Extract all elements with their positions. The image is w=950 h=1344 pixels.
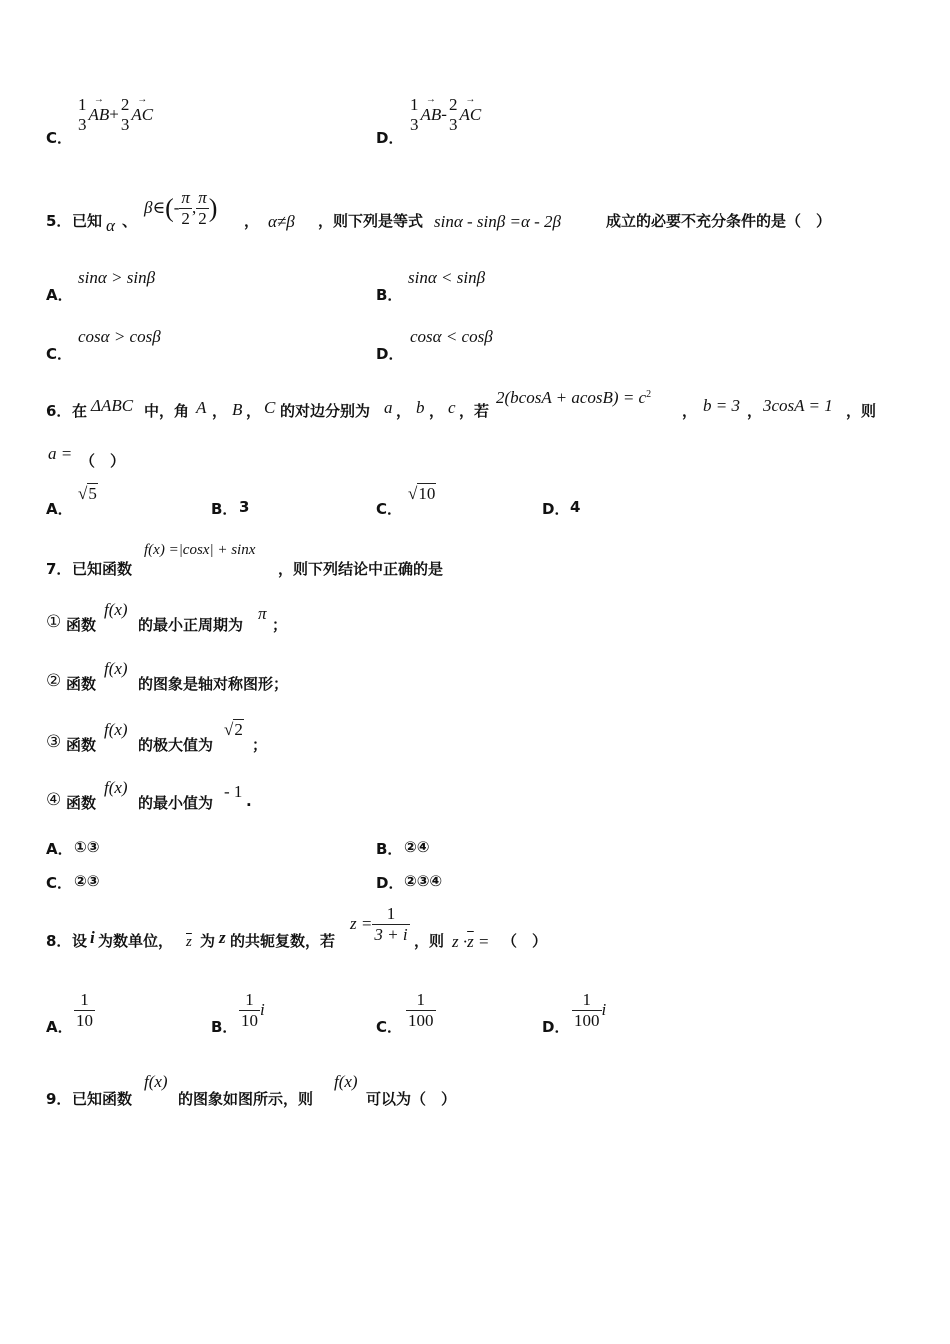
q4-d-vector-ac: → AC [459, 105, 481, 125]
q8-z: z [219, 928, 226, 947]
q7-statement-1-mid: 的最小正周期为 [138, 616, 244, 634]
q5-equation: sinα - sinβ =α - 2β [434, 212, 562, 231]
q5-option-d-label: D． [376, 345, 404, 363]
q6-text-1: 在 [72, 402, 88, 420]
q5-option-c-expr[interactable]: cosα > cosβ [78, 327, 161, 346]
q9-number: 9． [46, 1090, 72, 1108]
q4-option-d-label: D． [376, 129, 404, 147]
q5-option-d-expr[interactable]: cosα < cosβ [410, 327, 493, 346]
q6-side-b: b [416, 398, 425, 417]
q7-statement-4-pre: 函数 [66, 794, 97, 812]
q5-option-b-expr[interactable]: sinα < sinβ [408, 268, 486, 287]
q8-option-d-label: D． [542, 1018, 570, 1036]
q5-sep-1: 、 [122, 212, 138, 230]
q8-text-4: 的共轭复数，若 [230, 932, 336, 950]
q4-d-frac1: 1 3 [410, 95, 419, 134]
q4-option-c-label: C． [46, 129, 73, 147]
q7-statement-4 [46, 778, 910, 814]
q9-text-3: 可以为（ ） [366, 1090, 457, 1108]
q7-statement-4-mid: 的最小值为 [138, 794, 214, 812]
q6-text-2: 中，角 [144, 402, 190, 420]
q9-fx-2: f(x) [334, 1072, 358, 1091]
q5-option-a-label: A． [46, 286, 73, 304]
q7-statement-4-math: - 1 [224, 782, 243, 801]
q6-angle-c: C [264, 398, 276, 417]
q6-text-3: 的对边分别为 [280, 402, 371, 420]
q6-equation-3: 3cosA = 1 [763, 396, 833, 415]
q7-text-2: ，则下列结论中正确的是 [278, 560, 444, 578]
q6-option-d-expr[interactable]: 4 [570, 498, 581, 516]
q6-text-4: ，若 [459, 402, 490, 420]
q6-comma-1: ， [212, 402, 228, 420]
q7-statement-2-pre: 函数 [66, 675, 97, 693]
q7-option-c-label: C． [46, 874, 73, 892]
q8-option-c-expr[interactable]: $\frac{1}{100}$ [408, 990, 434, 1030]
q8-i: i [90, 928, 95, 947]
q7-statement-1-mark: ① [46, 612, 62, 631]
q6-comma-2: ， [246, 402, 262, 420]
q6-ask [46, 444, 910, 472]
q8-stem [46, 904, 910, 954]
q8-option-a-expr[interactable]: $\frac{1}{10}$ [76, 990, 93, 1030]
q4-option-c-expr[interactable]: 1 3 → AB+ 2 3 → AC [76, 95, 153, 135]
q7-statement-3-math: √2 [224, 720, 243, 739]
q7-option-d-label: D． [376, 874, 404, 892]
q6-comma-5: ， [682, 402, 698, 420]
q5-text-1: 已知 [72, 212, 103, 230]
q5-inequality: α≠β [268, 212, 295, 231]
q7-statement-3-pre: 函数 [66, 736, 97, 754]
q6-angle-b: B [232, 400, 243, 419]
q6-option-a-label: A． [46, 500, 73, 518]
q7-statement-3 [46, 718, 910, 756]
q6-comma-6: ， [747, 402, 763, 420]
q5-interval: β∈(- $\frac{\pi}{2}$ , $\frac{\pi}{2}$ ) [144, 188, 218, 228]
q8-text-5: ，则 [414, 932, 445, 950]
q7-option-d-value[interactable]: ②③④ [404, 872, 443, 890]
q6-option-b-label: B． [211, 500, 238, 518]
q7-statement-3-fx: f(x) [104, 720, 128, 739]
q4-c-frac2: 2 3 [120, 95, 130, 134]
q8-option-b-expr[interactable]: $\frac{1}{10}$ i [241, 990, 265, 1030]
q7-statement-1 [46, 600, 910, 636]
q7-statement-1-fx: f(x) [104, 600, 128, 619]
q8-number: 8． [46, 932, 72, 950]
q4-options-row-1 [46, 95, 910, 155]
q5-text-3: 成立的必要不充分条件的是（ ） [606, 212, 832, 230]
q7-statement-3-mid: 的极大值为 [138, 736, 214, 754]
q7-statement-3-mark: ③ [46, 732, 62, 751]
q9-text-2: 的图象如图所示，则 [178, 1090, 314, 1108]
q6-comma-3: ， [396, 402, 412, 420]
q7-stem [46, 542, 910, 578]
q6-option-d-label: D． [542, 500, 570, 518]
q7-text-1: 已知函数 [72, 560, 133, 578]
q4-option-d-expr[interactable]: 1 3 → AB- 2 3 → AC [408, 95, 481, 135]
q6-text-5: ，则 [846, 402, 877, 420]
q6-side-c: c [448, 398, 456, 417]
q7-option-b-label: B． [376, 840, 403, 858]
q4-c-frac1: 1 3 [78, 95, 87, 134]
q5-options-row-2 [46, 327, 910, 363]
q5-sep-2: ， [244, 212, 260, 230]
q4-c-vector-ac: → AC [131, 105, 153, 125]
q6-option-a-expr[interactable]: √5 [78, 484, 97, 503]
q6-equation-2: b = 3 [703, 396, 740, 415]
q4-d-frac2: 2 3 [448, 95, 458, 134]
q9-stem [46, 1072, 910, 1108]
q6-ask-paren: （ ） [80, 452, 126, 470]
q8-options-row [46, 990, 910, 1038]
q7-options-row-1 [46, 838, 910, 860]
q8-option-a-label: A． [46, 1018, 73, 1036]
q5-option-c-label: C． [46, 345, 73, 363]
q7-number: 7． [46, 560, 72, 578]
q5-alpha: α [106, 216, 115, 235]
q5-stem [46, 188, 910, 238]
q7-statement-1-math: π [258, 604, 267, 623]
q6-comma-4: ， [429, 402, 445, 420]
q5-option-a-expr[interactable]: sinα > sinβ [78, 268, 156, 287]
q8-text-1: 设 [72, 932, 88, 950]
q8-product: $z \cdot\overline{z}$ = [452, 932, 489, 951]
q7-statement-4-mark: ④ [46, 790, 62, 809]
q7-option-a-value[interactable]: ①③ [74, 838, 100, 856]
q7-statement-4-post: . [246, 792, 252, 810]
q8-zbar: $\overline{z}$ [186, 934, 192, 950]
q8-option-b-label: B． [211, 1018, 238, 1036]
q6-stem [46, 388, 910, 422]
q7-function: f(x) =|cosx| + sinx [144, 542, 256, 558]
q6-options-row [46, 484, 910, 518]
q8-option-c-label: C． [376, 1018, 403, 1036]
q5-option-b-label: B． [376, 286, 403, 304]
q7-statement-2-mark: ② [46, 671, 62, 690]
q6-option-c-expr[interactable]: √10 [408, 484, 436, 503]
q6-angle-a: A [196, 398, 207, 417]
q8-z-definition: z = $\frac{1}{3 + i}$ [350, 904, 408, 944]
q5-options-row-1 [46, 268, 910, 304]
q5-number: 5． [46, 212, 72, 230]
q7-options-row-2 [46, 872, 910, 894]
q7-statement-4-fx: f(x) [104, 778, 128, 797]
q8-text-2: 为数单位， [98, 932, 174, 950]
q6-number: 6． [46, 402, 72, 420]
q8-text-3: 为 [200, 932, 216, 950]
q4-d-vector-ab: → AB [421, 105, 442, 125]
q4-c-vector-ab: → AB [89, 105, 110, 125]
q7-statement-1-pre: 函数 [66, 616, 97, 634]
q7-option-c-value[interactable]: ②③ [74, 872, 100, 890]
q7-statement-3-post: ； [252, 736, 268, 754]
q7-statement-2-fx: f(x) [104, 659, 128, 678]
q6-equation-1: $2(bcosA + acosB) = c^2$ [496, 388, 652, 407]
q9-text-1: 已知函数 [72, 1090, 133, 1108]
q5-text-2: ，则下列是等式 [318, 212, 424, 230]
q8-ask-paren: （ ） [502, 932, 548, 950]
q8-option-d-expr[interactable]: $\frac{1}{100}$ i [574, 990, 607, 1030]
q6-side-a: a [384, 398, 393, 417]
q7-option-a-label: A． [46, 840, 73, 858]
q7-statement-2 [46, 659, 910, 695]
q6-option-c-label: C． [376, 500, 403, 518]
q6-option-b-expr[interactable]: 3 [239, 498, 250, 516]
q7-statement-2-mid: 的图象是轴对称图形； [138, 675, 289, 693]
q7-statement-1-post: ； [272, 616, 288, 634]
q6-ask-expr: a = [48, 444, 73, 463]
q7-option-b-value[interactable]: ②④ [404, 838, 430, 856]
q6-triangle: ΔABC [91, 396, 134, 415]
q9-fx-1: f(x) [144, 1072, 168, 1091]
